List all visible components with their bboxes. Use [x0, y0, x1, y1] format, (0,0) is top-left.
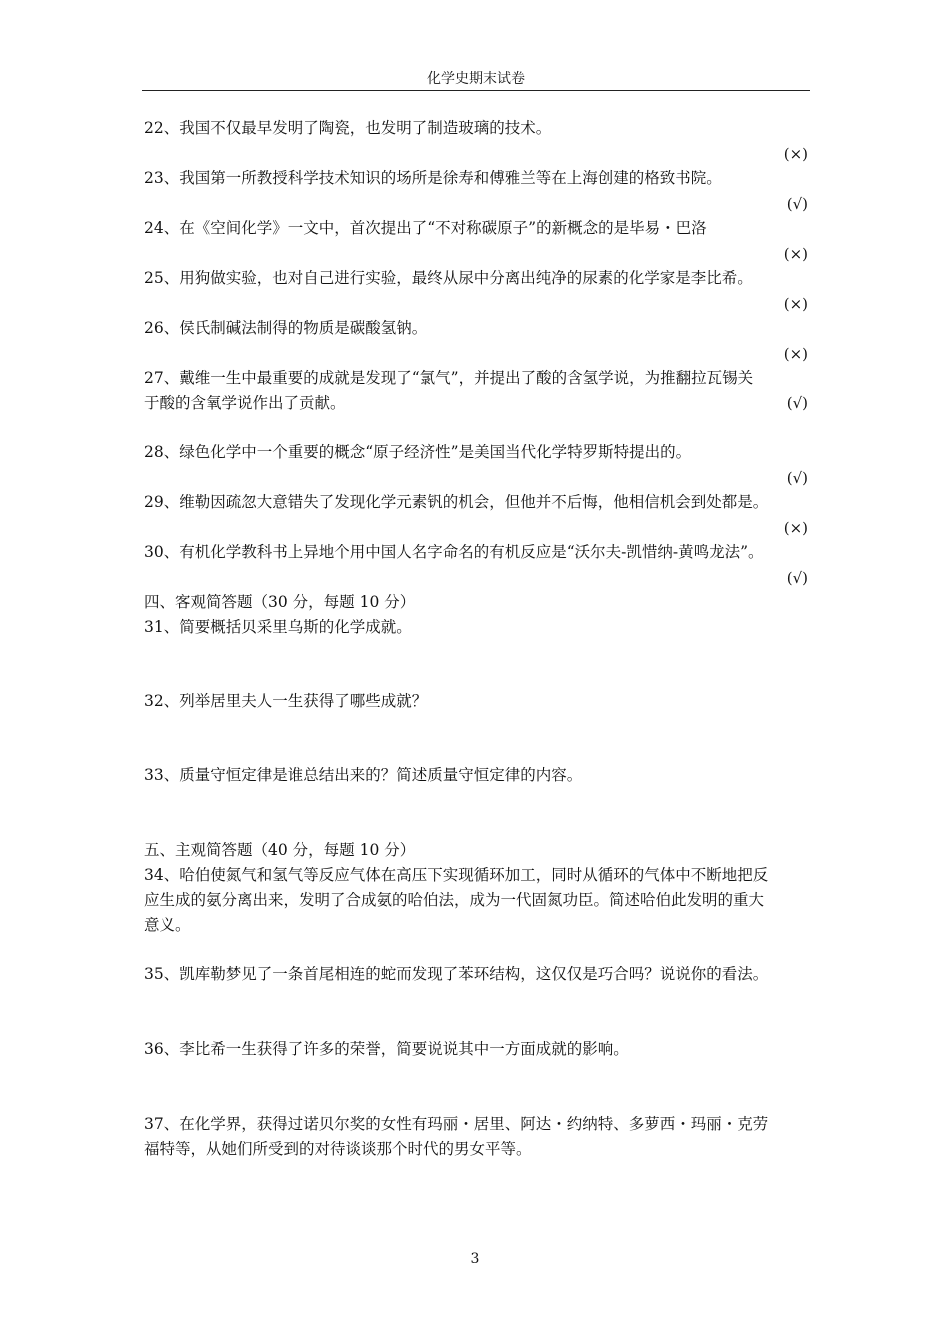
answer-mark-25: (×): [783, 295, 808, 313]
header-title: 化学史期末试卷: [427, 71, 525, 87]
question-27-line2: 于酸的含氧学说作出了贡献。: [144, 394, 346, 412]
question-32: 32、列举居里夫人一生获得了哪些成就？: [144, 692, 428, 710]
question-23: 23、我国第一所教授科学技术知识的场所是徐寿和傅雅兰等在上海创建的格致书院。: [144, 169, 722, 187]
question-34-line3: 意义。: [144, 916, 191, 934]
section4-heading: 四、客观简答题（30 分，每题 10 分）: [144, 593, 416, 611]
section5-heading: 五、主观简答题（40 分，每题 10 分）: [144, 841, 416, 859]
question-31: 31、简要概括贝采里乌斯的化学成就。: [144, 618, 412, 636]
question-35: 35、凯库勒梦见了一条首尾相连的蛇而发现了苯环结构，这仅仅是巧合吗？说说你的看法。: [144, 965, 769, 983]
question-37-line2: 福特等，从她们所受到的对待谈谈那个时代的男女平等。: [144, 1140, 532, 1158]
question-37-line1: 37、在化学界，获得过诺贝尔奖的女性有玛丽・居里、阿达・约纳特、多萝西・玛丽・克劳: [144, 1115, 769, 1133]
answer-mark-24: (×): [783, 245, 808, 263]
answer-mark-22: (×): [783, 145, 808, 163]
question-28: 28、绿色化学中一个重要的概念“原子经济性”是美国当代化学特罗斯特提出的。: [144, 443, 692, 461]
answer-mark-26: (×): [783, 345, 808, 363]
question-29: 29、维勒因疏忽大意错失了发现化学元素钒的机会，但他并不后悔，他相信机会到处都是。: [144, 493, 769, 511]
page-number: 3: [470, 1251, 480, 1267]
answer-mark-23: (√): [786, 195, 808, 213]
question-27-line1: 27、戴维一生中最重要的成就是发现了“氯气”，并提出了酸的含氢学说，为推翻拉瓦锡关: [144, 369, 754, 387]
question-34-line2: 应生成的氨分离出来，发明了合成氨的哈伯法，成为一代固氮功臣。简述哈伯此发明的重大: [144, 891, 765, 909]
question-26: 26、侯氏制碱法制得的物质是碳酸氢钠。: [144, 319, 428, 337]
question-33: 33、质量守恒定律是谁总结出来的？简述质量守恒定律的内容。: [144, 766, 583, 784]
question-24: 24、在《空间化学》一文中，首次提出了“不对称碳原子”的新概念的是毕易・巴洛: [144, 219, 707, 237]
question-22: 22、我国不仅最早发明了陶瓷，也发明了制造玻璃的技术。: [144, 119, 552, 137]
answer-mark-27: (√): [786, 394, 808, 412]
answer-mark-30: (√): [786, 569, 808, 587]
question-30: 30、有机化学教科书上异地个用中国人名字命名的有机反应是“沃尔夫-凯惜纳-黄鸣龙法”。: [144, 543, 764, 561]
answer-mark-28: (√): [786, 469, 808, 487]
question-36: 36、李比希一生获得了许多的荣誉，简要说说其中一方面成就的影响。: [144, 1040, 629, 1058]
question-25: 25、用狗做实验，也对自己进行实验，最终从尿中分离出纯净的尿素的化学家是李比希。: [144, 269, 753, 287]
page-header: [142, 70, 810, 91]
answer-mark-29: (×): [783, 519, 808, 537]
question-34-line1: 34、哈伯使氮气和氢气等反应气体在高压下实现循环加工，同时从循环的气体中不断地把反: [144, 866, 769, 884]
